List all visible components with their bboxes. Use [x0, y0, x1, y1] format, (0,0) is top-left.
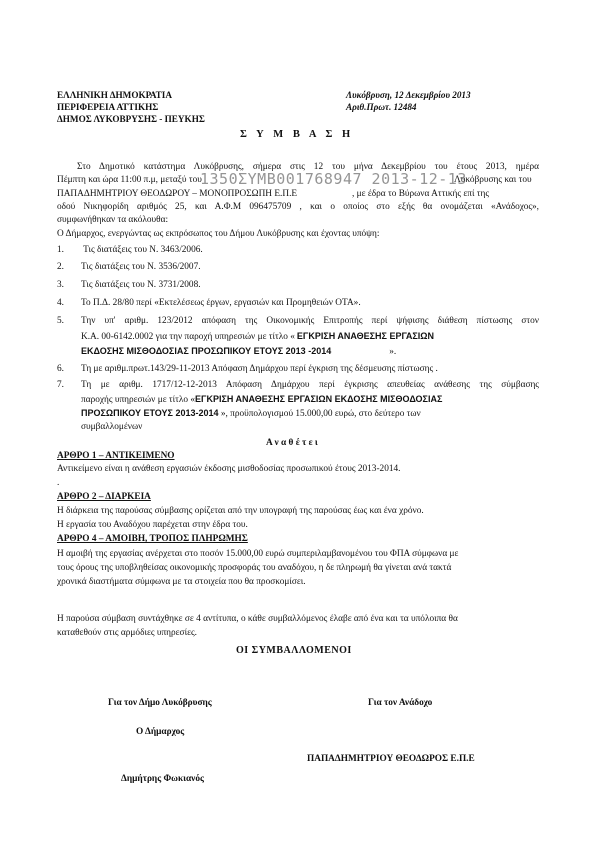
article-1-dot: . [57, 478, 60, 488]
intro-line-3: ΠΑΠΑΔΗΜΗΤΡΙΟΥ ΘΕΟΔΩΡΟΥ – ΜΟΝΟΠΡΟΣΩΠΗ Ε.Π.Ε [57, 189, 298, 199]
article-4-line-1: Η αμοιβή της εργασίας ανέρχεται στο ποσόν 15.000,00 ευρώ συμπεριλαμβανομένου του ΦΠΑ σύμφωνα με [57, 549, 459, 559]
article-2-title: ΑΡΘΡΟ 2 – ΔΙΑΡΚΕΙΑ [57, 492, 151, 502]
header-country: ΕΛΛΗΝΙΚΗ ΔΗΜΟΚΡΑΤΙΑ [57, 90, 172, 100]
list-item-5-number: 5. [57, 316, 64, 326]
signature-mayor-name: Δημήτρης Φωκιανός [121, 774, 204, 784]
list-item-5-line-2: Κ.Α. 00-6142.0002 για την παροχή υπηρεσιών με τίτλο « ΕΓΚΡΙΣΗ ΑΝΑΘΕΣΗΣ ΕΡΓΑΣΙΩΝ [81, 331, 435, 342]
list-item-7-line-2: παροχής υπηρεσιών με τίτλο «ΕΓΚΡΙΣΗ ΑΝΑΘΕΣΗΣ ΕΡΓΑΣΙΩΝ ΕΚΔΟΣΗΣ ΜΙΣΘΟΔΟΣΙΑΣ [81, 394, 443, 405]
list-item-7-number: 7. [57, 380, 64, 390]
list-item-5-line-1: Την υπ' αριθμ. 123/2012 απόφαση της Οικονομικής Επιτροπής περί ψήφισης διάθεση πίστωσης στον [81, 316, 539, 326]
article-4-line-2: τους όρους της υποβληθείσας οικονομικής προσφοράς του αναδόχου, η δε πληρωμή θα γίνεται ανά τακτά [57, 563, 452, 573]
list-item-2: 2. Τις διατάξεις του Ν. 3536/2007. [57, 262, 201, 272]
list-item-1: 1. Τις διατάξεις του Ν. 3463/2006. [57, 245, 203, 255]
closing-line-1: Η παρούσα σύμβαση συντάχθηκε σε 4 αντίτυπα, ο κάθε συμβαλλόμενος έλαβε από ένα και τα υπόλοιπα θα [57, 614, 458, 624]
list-item-3: 3. Τις διατάξεις του Ν. 3731/2008. [57, 280, 201, 290]
list-item-6: 6. Τη με αριθμ.πρωτ.143/29-11-2013 Απόφαση Δημάρχου περί έγκριση της δέσμευσης πίστωσης . [57, 364, 438, 374]
registry-stamp: 1350ΣΥΜΒ001768947 2013-12-13 [200, 170, 467, 188]
article-2-line-1: Η διάρκεια της παρούσας σύμβασης ορίζεται από την υπογραφή της παρούσας έως και ένα χρόνο. [57, 506, 424, 516]
list-item-7-line-1: Τη με αριθμ. 1717/12-12-2013 Απόφαση Δημάρχου περί έγκρισης απευθείας ανάθεσης της σύμβασης [81, 380, 539, 390]
article-4-line-3: χρονικά διαστήματα σύμφωνα με τα στοιχεία που θα προσκομίσει. [57, 577, 306, 587]
assigns-heading: Α ν α θ έ τ ε ι [266, 438, 318, 448]
header-date: Λυκόβρυση, 12 Δεκεμβρίου 2013 [346, 90, 471, 100]
intro-line-1: Στο Δημοτικό κατάστημα Λυκόβρυσης, σήμερα στις 12 του μήνα Δεκεμβρίου του έτους 2013, ημέρα [77, 162, 539, 172]
signature-municipality-label: Για τον Δήμο Λυκόβρυσης [108, 698, 212, 708]
list-item-4: 4. Το Π.Δ. 28/80 περί «Εκτελέσεως έργων, εργασιών και Προμηθειών ΟΤΑ». [57, 298, 361, 308]
intro-line-6: Ο Δήμαρχος, ενεργώντας ως εκπρόσωπος του Δήμου Λυκόβρυσης και έχοντας υπόψη: [57, 229, 380, 239]
signature-mayor-role: Ο Δήμαρχος [136, 727, 185, 737]
parties-heading: ΟΙ ΣΥΜΒΑΛΛΟΜΕΝΟΙ [236, 645, 352, 656]
article-1-title: ΑΡΘΡΟ 1 – ΑΝΤΙΚΕΙΜΕΝΟ [57, 451, 175, 461]
intro-line-2-end: Λυκόβρυσης και του [454, 175, 532, 185]
intro-line-2: Πέμπτη και ώρα 11:00 π.μ, μεταξύ του [57, 175, 202, 185]
header-municipality: ΔΗΜΟΣ ΛΥΚΟΒΡΥΣΗΣ - ΠΕΥΚΗΣ [57, 114, 205, 124]
signature-contractor-label: Για τον Ανάδοχο [368, 698, 433, 708]
intro-line-5: συμφωνήθηκαν τα ακόλουθα: [57, 215, 169, 225]
signature-contractor-name: ΠΑΠΑΔΗΜΗΤΡΙΟΥ ΘΕΟΔΩΡΟΣ Ε.Π.Ε [307, 754, 475, 764]
article-2-line-2: Η εργασία του Αναδόχου παρέχεται στην έδρα του. [57, 520, 248, 530]
header-protocol-number: Αριθ.Πρωτ. 12484 [346, 102, 417, 112]
list-item-7-line-3: ΠΡΟΣΩΠΙΚΟΥ ΕΤΟΥΣ 2013-2014 », προϋπολογισμού 15.000,00 ευρώ, στο δεύτερο των [81, 408, 421, 419]
article-4-title: ΑΡΘΡΟ 4 – ΑΜΟΙΒΗ, ΤΡΟΠΟΣ ΠΛΗΡΩΜΗΣ [57, 534, 248, 544]
header-region: ΠΕΡΙΦΕΡΕΙΑ ΑΤΤΙΚΗΣ [57, 102, 159, 112]
intro-line-3-end: , με έδρα το Βύρωνα Αττικής επί της [352, 189, 490, 199]
article-1-text: Αντικείμενο είναι η ανάθεση εργασιών έκδοσης μισθοδοσίας προσωπικού έτους 2013-2014. [57, 464, 401, 474]
list-item-5-line-3: ΕΚΔΟΣΗΣ ΜΙΣΘΟΔΟΣΙΑΣ ΠΡΟΣΩΠΙΚΟΥ ΕΤΟΥΣ 2013 -2014 ». [81, 346, 397, 357]
intro-line-4: οδού Νικηφορίδη αριθμός 25, και Α.Φ.Μ 096475709 , και ο οποίος στο εξής θα ονομάζεται «Ανάδοχος», [57, 202, 539, 212]
list-item-7-line-4: συμβαλλομένων [81, 422, 143, 432]
closing-line-2: καταθεθούν στις αρμόδιες υπηρεσίες. [57, 628, 197, 638]
document-title: Σ Υ Μ Β Α Σ Η [240, 129, 354, 140]
